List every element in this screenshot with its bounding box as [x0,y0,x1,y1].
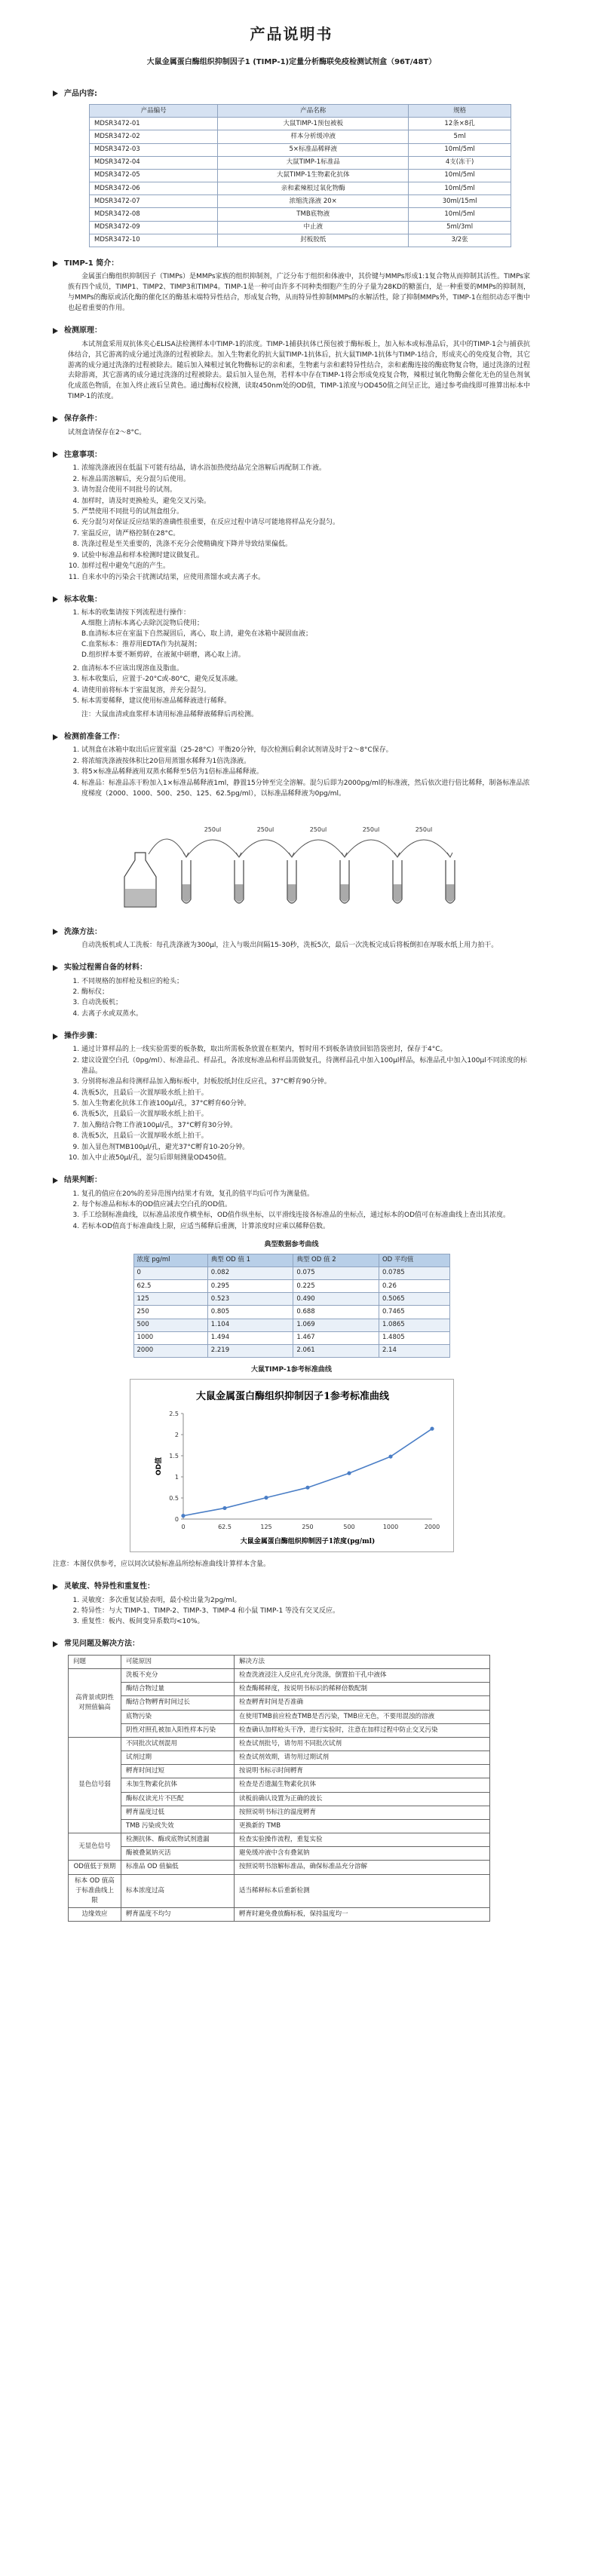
table-cell: 样本分析缓冲液 [218,130,409,143]
list-item: 2. 每个标准品和标本的OD值应减去空白孔的OD值。 [81,1200,530,1211]
principle-heading: 检测原理： [53,325,530,337]
table-cell: 2.061 [293,1344,379,1357]
reference-data-table [133,1254,450,1358]
arrow-right-icon [53,328,58,334]
principle-text: 本试剂盒采用双抗体夹心ELISA法检测样本中TIMP-1的浓度。TIMP-1捕获抗体已预包被于酶标板上，加入标本或标准品后，其中的TIMP-1会与捕获抗体结合，其它游离的成分通过洗涤的过程被除去。加入生物素化的抗大鼠TIMP-1抗体后，抗大鼠TIMP-1抗体与TIMP-1结合，形成夹心的免疫复合物，其它游离的成分通过洗涤的过程被除去。随后加入辣根过氧化物酶标记的亲和素，生物素与亲和素特异性结合，亲和素酶连接的酶底物复合物，通过洗涤的过程去除游离，其它游离的成分通过洗涤的过程被除去。最后加入显色剂，若样本中存在TIMP-1将会形成免疫复合物，辣根过氧化物酶会催化无色的显色剂氧化成蓝色物质，在加入终止液后呈黄色。通过酶标仪检测，读取450nm处的OD值，TIMP-1浓度与OD450值之间呈正比，通过参考曲线即可推算出标本中TIMP-1的浓度。 [68,340,530,401]
table-cell: 大鼠TIMP-1标准品 [218,156,409,169]
prep-heading: 检测前准备工作： [53,731,530,743]
transfer-volume-label: 250ul [309,825,327,833]
arrow-right-icon [53,734,58,740]
table-cell: 10ml/5ml [409,169,511,182]
faq-problem-cell: 高背景或阴性对照值偏高 [69,1669,121,1738]
faq-cause-cell: 不同批次试剂混用 [121,1737,235,1751]
faq-cause-cell: 酶结合物孵育时间过长 [121,1696,235,1710]
list-item: 3. 将5×标准品稀释液用双蒸水稀释至5倍为1倍标准品稀释液。 [81,767,530,778]
data-point [222,1506,226,1510]
tube-liquid [182,884,190,902]
list-item: 4. 请使用前将标本于室温复溶，并充分混匀。 [81,686,530,697]
faq-col-header: 解决方法 [235,1655,490,1668]
list-item: 3. 标本收集后，应置于-20°C或-80°C，避免反复冻融。 [81,675,530,685]
table-cell: 0 [133,1267,207,1279]
faq-cause-cell: 标本浓度过高 [121,1874,235,1908]
faq-solution-cell: 按说明书标示时间孵育 [235,1765,490,1778]
faq-solution-cell: 孵育时避免叠放酶标板，保持温度均一 [235,1908,490,1922]
table-cell: 1000 [133,1331,207,1344]
y-tick-label: 2.5 [168,1411,179,1418]
faq-cause-cell: 未加生物素化抗体 [121,1778,235,1792]
table-cell: MDSR3472-07 [90,195,218,208]
table-row [133,1319,449,1331]
table-row [69,1874,490,1908]
product-name: 大鼠金属蛋白酶组织抑制因子1 (TIMP-1)定量分析酶联免疫检测试剂盒（96T/48T） [146,58,437,66]
contents-section [53,88,530,247]
list-item: 11. 自来水中的污染会干扰测试结果，应使用蒸馏水或去离子水。 [81,573,530,584]
table-cell: MDSR3472-05 [90,169,218,182]
table-row [90,182,511,195]
storage-text: 试剂盒请保存在2～8°C。 [68,428,146,436]
collection-note: 注：大鼠血清或血浆样本请用标准品稀释液稀释后再检测。 [81,710,259,718]
x-tick-label: 62.5 [217,1524,232,1531]
faq-cause-cell: 检测抗体、酶或底物试剂遗漏 [121,1833,235,1847]
table-cell: 12条×8孔 [409,118,511,130]
faq-solution-cell: 检查洗液浸注入反应孔充分洗涤，倒置拍干孔中液体 [235,1669,490,1683]
list-item: 1. 不同规格的加样枪及相应的枪头； [81,977,530,988]
faq-cause-cell: 洗板不充分 [121,1669,235,1683]
ref-col-header: 典型 OD 值 1 [207,1254,293,1267]
table-row [133,1306,449,1319]
table-cell: MDSR3472-10 [90,234,218,247]
list-item: 8. 洗涤过程是至关重要的，洗涤不充分会使精确度下降并导致结果偏低。 [81,540,530,550]
document-title: 产品说明书 [250,25,333,43]
list-item: 4. 洗板5次，且最后一次置厚吸水纸上拍干。 [81,1089,530,1099]
table-cell: 5ml [409,130,511,143]
table-cell: 0.805 [207,1306,293,1319]
faq-problem-cell: OD值低于预期 [69,1861,121,1874]
chart-note: 注意：本图仅供参考，应以同次试验标准品所绘标准曲线计算样本含量。 [53,1561,271,1569]
faq-solution-cell: 检查酶稀释度，按说明书标识的稀释倍数配制 [235,1683,490,1696]
collection-sub-item: B.血清标本应在室温下自然凝固后，离心，取上清，避免在冰箱中凝固血液； [81,629,313,638]
table-cell: MDSR3472-09 [90,221,218,234]
table-cell: 62.5 [133,1280,207,1293]
arrow-right-icon [53,416,58,422]
table-row [69,1806,490,1819]
collection-list [53,608,530,661]
list-item: 3. 重复性：板内、板间变异系数均<10%。 [81,1617,530,1628]
tube-liquid [340,884,348,902]
table-row [90,221,511,234]
list-item: 2. 将浓缩洗涤液按体积比20倍用蒸馏水稀释为1倍洗涤液。 [81,757,530,767]
x-tick-label: 125 [259,1524,272,1531]
faq-solution-cell: 检查是否遗漏生物素化抗体 [235,1778,490,1792]
table-cell: 0.295 [207,1280,293,1293]
arrow-right-icon [53,261,58,267]
faq-cause-cell: 孵育温度不均匀 [121,1908,235,1922]
precautions-section [53,449,530,584]
arrow-right-icon [53,929,58,935]
faq-problem-cell: 边缘效应 [69,1908,121,1922]
ref-col-header: 典型 OD 值 2 [293,1254,379,1267]
arrow-right-icon [53,452,58,458]
tube-liquid [393,884,401,902]
data-point [264,1496,268,1499]
table-cell: 3/2张 [409,234,511,247]
table-row [133,1293,449,1306]
transfer-arrow [186,840,239,857]
ref-col-header: OD 平均值 [379,1254,449,1267]
collection-intro: 1. 标本的收集请按下列流程进行操作： A.细胞上清标本离心去除沉淀物后使用； B.血清标本应在室温下自然凝固后，离心，取上清，避免在冰箱中凝固血液； C.血浆标本：推荐用EDTA作为抗凝剂； D.组织样本要不断剪碎，在液氮中研磨，离心取上清。 [81,608,530,661]
results-section [53,1175,530,1570]
table-row [69,1669,490,1683]
list-item: 2. 血清标本不应该出现溶血及脂血。 [81,664,530,675]
chart-caption: 大鼠TIMP-1参考标准曲线 [251,1366,332,1374]
table-row [69,1765,490,1778]
ref-table-caption: 典型数据参考曲线 [264,1240,319,1248]
list-item: 2. 建议设置空白孔（0pg/ml）、标准品孔、样品孔，各浓度标准品和样品需做复孔，待测样品孔中加入100μl样品，标准品孔中加入100μl不同浓度的标准品。 [81,1056,530,1077]
collection-sub-item: A.细胞上清标本离心去除沉淀物后使用； [81,619,204,627]
collection-list-2 [53,664,530,707]
list-item: 2. 标准品需溶解后，充分混匀后使用。 [81,475,530,485]
table-cell: 大鼠TIMP-1预包被板 [218,118,409,130]
faq-cause-cell: 底物污染 [121,1710,235,1723]
intro-heading: TIMP-1 简介： [53,258,530,270]
collection-sub-item: D.组织样本要不断剪碎，在液氮中研磨，离心取上清。 [81,651,245,659]
table-row [69,1710,490,1723]
table-row [69,1833,490,1847]
faq-solution-cell: 检查试剂效期，请勿用过期试剂 [235,1751,490,1765]
table-row [90,195,511,208]
y-tick-label: 1 [174,1474,179,1481]
table-cell: 0.075 [293,1267,379,1279]
sensitivity-heading: 灵敏度、特异性和重复性： [53,1581,530,1593]
faq-problem-cell: 显色信号弱 [69,1737,121,1833]
faq-solution-cell: 读板前确认设置为正确的波长 [235,1792,490,1806]
x-tick-label: 1000 [382,1524,398,1531]
table-row [69,1819,490,1833]
table-cell: 0.688 [293,1306,379,1319]
table-row [90,234,511,247]
collection-section [53,594,530,721]
list-item: 10. 加入中止液50μl/孔，混匀后即刻测量OD450值。 [81,1153,530,1164]
arrow-right-icon [53,1584,58,1590]
steps-section [53,1031,530,1164]
transfer-arrow [292,840,345,857]
faq-cause-cell: 孵育温度过低 [121,1806,235,1819]
steps-heading: 操作步骤： [53,1031,530,1043]
data-point [430,1427,434,1431]
list-item: 1. 复孔的值应在20%的差异范围内结果才有效，复孔的值平均后可作为测量值。 [81,1190,530,1200]
list-item: 3. 请勿混合使用不同批号的试剂。 [81,485,530,496]
y-tick-label: 0 [174,1516,179,1524]
table-cell: 1.4805 [379,1331,449,1344]
storage-section [53,413,530,438]
data-point [305,1486,309,1490]
table-cell: MDSR3472-06 [90,182,218,195]
tube-liquid [287,884,296,902]
table-row [69,1908,490,1922]
list-item: 9. 加入显色剂TMB100μl/孔，避光37°C孵育10-20分钟。 [81,1143,530,1153]
faq-solution-cell: 在使用TMB前应检查TMB是否污染，TMB应无色，不要用混浊的溶液 [235,1710,490,1723]
intro-text: 金属蛋白酶组织抑制因子（TIMPs）是MMPs家族的组织抑制剂，广泛分布于组织和体液中，其价键与MMPs形成1:1复合物从而抑制其活性。TIMPs家族有四个成员，TIMP1、TIMP2、TIMP3和TIMP4。TIMP-1是一种可由许多不同种类细胞产生的分子量为28KD的糖蛋白，是一种重要的MMPs的抑制剂，与MMPs的酶原或活化酶的催化区的酶基末端特异性结合，形成复合物，从而特异性抑制MMPs的水解活性，除了抑制MMPs外，TIMP-1在组织动态平衡中也起着重要的作用。 [68,273,530,313]
faq-solution-cell: 检查试剂批号，请勿用不同批次试剂 [235,1737,490,1751]
sensitivity-section [53,1581,530,1628]
table-row [90,156,511,169]
data-point [347,1472,351,1475]
table-row [69,1751,490,1765]
list-item: 10. 加样过程中避免气泡的产生。 [81,562,530,572]
x-tick-label: 500 [342,1524,355,1531]
table-row [90,208,511,221]
table-cell: MDSR3472-08 [90,208,218,221]
collection-sub-items [81,619,530,661]
table-cell: 0.523 [207,1293,293,1306]
transfer-arrow [149,839,186,857]
table-row [69,1683,490,1696]
collection-heading: 标本收集： [53,594,530,606]
faq-heading: 常见问题及解决方法： [53,1638,530,1650]
wash-section [53,927,530,951]
table-cell: 0.082 [207,1267,293,1279]
table-row [69,1792,490,1806]
table-cell: 1.104 [207,1319,293,1331]
faq-cause-cell: 阴性对照孔被加入阳性样本污染 [121,1723,235,1737]
tube-liquid [235,884,243,902]
table-cell: 中止液 [218,221,409,234]
faq-cause-cell: 标准品 OD 值偏低 [121,1861,235,1874]
list-item: 5. 加入生物素化抗体工作液100μl/孔，37°C孵育60分钟。 [81,1099,530,1110]
series-line [183,1429,432,1515]
list-item: 7. 加入酶结合物工作液100μl/孔，37°C孵育30分钟。 [81,1121,530,1132]
faq-solution-cell: 按照说明书溶解标准品，确保标准品充分溶解 [235,1861,490,1874]
table-cell: 大鼠TIMP-1生物素化抗体 [218,169,409,182]
prep-section [53,731,530,913]
sensitivity-list [53,1596,530,1628]
faq-cause-cell: 试剂过期 [121,1751,235,1765]
wash-text: 自动洗板机或人工洗板：每孔洗涤液为300μl，注入与吸出间隔15-30秒，洗板5次，最后一次洗板完成后将板倒扣在厚吸水纸上用力拍干。 [81,942,498,950]
table-cell: MDSR3472-04 [90,156,218,169]
precautions-list [53,464,530,583]
table-row [69,1723,490,1737]
table-row [90,130,511,143]
list-item: 5. 标本需要稀释，建议使用标准品稀释液进行稀释。 [81,697,530,707]
list-item: 1. 灵敏度：多次重复试验表明，最小检出量为2pg/ml。 [81,1596,530,1607]
table-row [133,1344,449,1357]
table-cell: 5×标准品稀释液 [218,143,409,156]
collection-sub-item: C.血浆标本：推荐用EDTA作为抗凝剂； [81,640,201,648]
table-cell: 2.14 [379,1344,449,1357]
transfer-arrow [239,840,292,857]
list-item: 6. 洗板5次，且最后一次置厚吸水纸上拍干。 [81,1110,530,1120]
bottle-liquid [125,889,155,906]
table-cell: 125 [133,1293,207,1306]
transfer-volume-label: 250ul [256,825,274,833]
faq-problem-cell: 标本 OD 值高于标准曲线上限 [69,1874,121,1908]
x-axis-label: 大鼠金属蛋白酶组织抑制因子1浓度(pg/ml) [240,1538,375,1546]
table-row [90,143,511,156]
list-item: 8. 洗板5次，且最后一次置厚吸水纸上拍干。 [81,1132,530,1142]
y-tick-label: 0.5 [168,1495,179,1502]
table-cell: 500 [133,1319,207,1331]
faq-col-header: 问题 [69,1655,121,1668]
x-tick-label: 2000 [424,1524,440,1531]
list-item: 4. 标准品：标准品冻干粉加入1×标准品稀释液1ml，静置15分钟至完全溶解。混匀后即为2000pg/ml的标准液，然后依次进行倍比稀释，制备标准品浓度梯度（2000、1000、500、250、125、62.5pg/ml），以标准品稀释液为0pg/ml。 [81,779,530,800]
list-item: 7. 室温反应，请严格控制在28°C。 [81,529,530,540]
table-cell: 250 [133,1306,207,1319]
wash-heading: 洗涤方法： [53,927,530,939]
materials-list [53,977,530,1020]
arrow-right-icon [53,596,58,602]
faq-cause-cell: TMB 污染或失效 [121,1819,235,1833]
storage-heading: 保存条件： [53,413,530,425]
table-cell: 1.467 [293,1331,379,1344]
principle-section [53,325,530,403]
table-row [69,1861,490,1874]
table-cell: TMB底物液 [218,208,409,221]
arrow-right-icon [53,1178,58,1184]
materials-section [53,962,530,1020]
faq-solution-cell: 检查确认加样枪头干净，进行实验时，注意在加样过程中防止交叉污染 [235,1723,490,1737]
contents-table [89,104,511,247]
data-point [388,1455,392,1459]
list-item: 3. 自动洗板机； [81,998,530,1009]
table-row [133,1331,449,1344]
faq-cause-cell: 酶标仪读光片不匹配 [121,1792,235,1806]
faq-solution-cell: 避免缓冲液中含有叠氮钠 [235,1847,490,1861]
faq-solution-cell: 检查孵育时间是否准确 [235,1696,490,1710]
faq-cause-cell: 酶被叠氮钠灭活 [121,1847,235,1861]
table-cell: 0.7465 [379,1306,449,1319]
table-cell: 4支(冻干) [409,156,511,169]
table-cell: 10ml/5ml [409,208,511,221]
standard-curve-chart [130,1379,454,1552]
data-point [181,1514,185,1518]
transfer-volume-label: 250ul [204,825,221,833]
faq-problem-cell: 无显色信号 [69,1833,121,1861]
steps-list [53,1045,530,1164]
table-cell: 1.0865 [379,1319,449,1331]
contents-col-header: 规格 [409,105,511,118]
transfer-volume-label: 250ul [415,825,432,833]
table-row [133,1267,449,1279]
faq-solution-cell: 更换新的 TMB [235,1819,490,1833]
list-item: 4. 去离子水或双蒸水。 [81,1009,530,1020]
table-cell: 1.494 [207,1331,293,1344]
tube-liquid [446,884,454,902]
table-cell: 封板胶纸 [218,234,409,247]
list-item: 6. 充分混匀对保证反应结果的准确性很重要，在反应过程中请尽可能地将样品充分混匀。 [81,518,530,528]
list-item: 1. 试剂盒在冰箱中取出后应置室温（25-28°C）平衡20分钟，每次检测后剩余试剂请及时于2～8°C保存。 [81,746,530,756]
materials-heading: 实验过程需自备的材料： [53,962,530,974]
list-item: 9. 试验中标准品和样本检测时建议做复孔。 [81,551,530,562]
x-tick-label: 0 [180,1524,186,1531]
results-heading: 结果判断： [53,1175,530,1187]
arrow-right-icon [53,1034,58,1040]
faq-solution-cell: 检查实验操作流程，重复实验 [235,1833,490,1847]
table-cell: 亲和素辣根过氧化物酶 [218,182,409,195]
dilution-diagram [118,807,465,913]
table-cell: MDSR3472-01 [90,118,218,130]
arrow-right-icon [53,90,58,96]
precautions-heading: 注意事项： [53,449,530,461]
table-cell: 0.0785 [379,1267,449,1279]
faq-solution-cell: 按照说明书标注的温度孵育 [235,1806,490,1819]
chart-svg [130,1380,455,1553]
faq-col-header: 可能原因 [121,1655,235,1668]
transfer-arrow [397,840,450,857]
table-cell: 0.490 [293,1293,379,1306]
table-row [133,1280,449,1293]
table-row [90,169,511,182]
y-axis-label: OD值 [155,1457,163,1476]
chart-title: 大鼠金属蛋白酶组织抑制因子1参考标准曲线 [195,1391,389,1403]
transfer-volume-label: 250ul [362,825,379,833]
table-cell: 0.26 [379,1280,449,1293]
table-cell: 10ml/5ml [409,143,511,156]
y-tick-label: 1.5 [168,1453,179,1460]
table-cell: 1.069 [293,1319,379,1331]
y-tick-label: 2 [174,1432,179,1439]
list-item: 4. 若标本OD值高于标准曲线上限，应适当稀释后重测，计算浓度时应乘以稀释倍数。 [81,1222,530,1233]
table-cell: 5ml/3ml [409,221,511,234]
faq-cause-cell: 酶结合物过量 [121,1683,235,1696]
table-row [69,1737,490,1751]
table-row [69,1696,490,1710]
ref-col-header: 浓度 pg/ml [133,1254,207,1267]
transfer-arrow [345,840,397,857]
table-cell: 30ml/15ml [409,195,511,208]
table-row [69,1847,490,1861]
results-list [53,1190,530,1233]
list-item: 3. 手工绘制标准曲线，以标准品浓度作横坐标，OD值作纵坐标，以平滑线连接各标准品的坐标点，通过标本的OD值可在标准曲线上查出其浓度。 [81,1211,530,1221]
x-tick-label: 250 [301,1524,314,1531]
contents-col-header: 产品编号 [90,105,218,118]
contents-heading: 产品内容: [53,88,530,100]
table-row [69,1778,490,1792]
table-cell: 0.5065 [379,1293,449,1306]
table-cell: 10ml/5ml [409,182,511,195]
table-cell: MDSR3472-02 [90,130,218,143]
list-item: 5. 严禁使用不同批号的试剂盒组分。 [81,507,530,518]
list-item: 2. 酶标仪； [81,988,530,998]
faq-solution-cell: 适当稀释标本后重新检测 [235,1874,490,1908]
arrow-right-icon [53,1641,58,1647]
table-row [90,118,511,130]
list-item: 2. 特异性：与大 TIMP-1、TIMP-2、TIMP-3、TIMP-4 和小鼠 TIMP-1 等没有交叉反应。 [81,1607,530,1617]
list-item: 4. 加样时，请及时更换枪头，避免交叉污染。 [81,497,530,507]
list-item: 3. 分别将标准品和待测样品加入酶标板中，封板胶纸封住反应孔，37°C孵育90分钟。 [81,1077,530,1088]
faq-cause-cell: 孵育时间过短 [121,1765,235,1778]
table-cell: 2.219 [207,1344,293,1357]
faq-section [53,1638,530,1922]
list-item: 1. 通过计算样品的上一线实验需要的板条数，取出所需板条放置在框架内，暂时用不到板条请放回铝箔袋密封，保存于4°C。 [81,1045,530,1055]
list-item: 1. 浓缩洗涤液因在低温下可能有结晶，请水浴加热使结晶完全溶解后再配制工作液。 [81,464,530,474]
faq-table [68,1655,490,1922]
intro-section [53,258,530,314]
arrow-right-icon [53,965,58,971]
table-cell: MDSR3472-03 [90,143,218,156]
table-cell: 浓缩洗涤液 20× [218,195,409,208]
prep-list [53,746,530,799]
contents-col-header: 产品名称 [218,105,409,118]
table-cell: 0.225 [293,1280,379,1293]
table-cell: 2000 [133,1344,207,1357]
